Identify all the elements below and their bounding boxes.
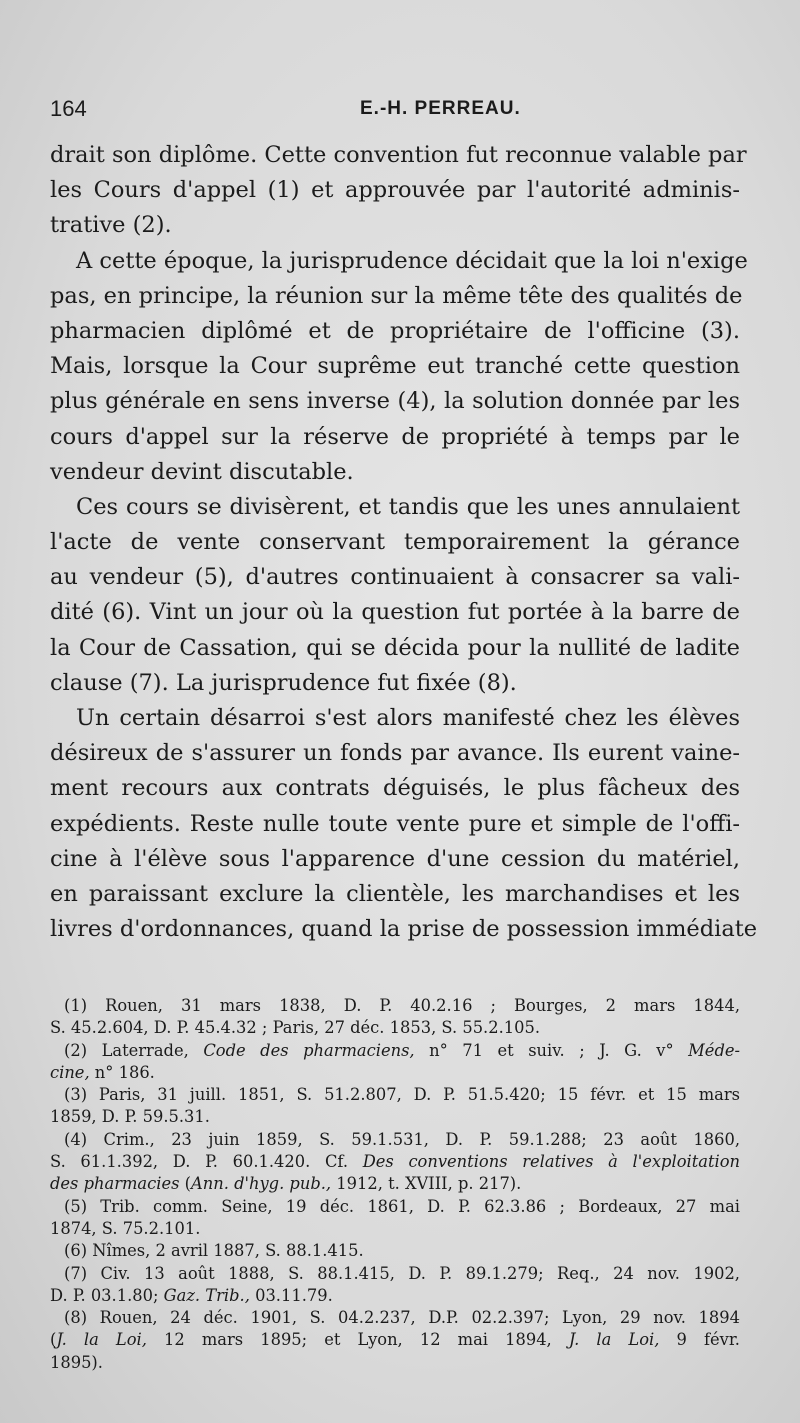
page-header	[50, 96, 750, 126]
text-line: pharmacien diplômé et de propriétaire de l'officine (3).	[50, 317, 740, 344]
text-line: au vendeur (5), d'autres continuaient à consacrer sa vali-	[50, 564, 740, 591]
text-line: les Cours d'appel (1) et approuvée par l'autorité adminis-	[50, 177, 740, 204]
footnote-line: (2) Laterrade, Code des pharmaciens, n° 71 et suiv. ; J. G. v° Méde-	[64, 1040, 741, 1060]
footnotes	[50, 995, 740, 1374]
text-line: cine à l'élève sous l'apparence d'une cession du matériel,	[50, 845, 740, 872]
footnote-line: S. 45.2.604, D. P. 45.4.32 ; Paris, 27 déc. 1853, S. 55.2.105.	[50, 1018, 541, 1038]
footnote-line: (J. la Loi, 12 mars 1895; et Lyon, 12 mai 1894, J. la Loi, 9 févr.	[50, 1330, 740, 1350]
text-line: ment recours aux contrats déguisés, le plus fâcheux des	[50, 775, 740, 802]
text-line: dité (6). Vint un jour où la question fut portée à la barre de	[50, 599, 740, 626]
footnote-line: (8) Rouen, 24 déc. 1901, S. 04.2.237, D.P. 02.2.397; Lyon, 29 nov. 1894	[64, 1308, 740, 1328]
text-line: livres d'ordonnances, quand la prise de possession immédiate	[50, 916, 758, 943]
text-line: drait son diplôme. Cette convention fut reconnue valable par	[50, 142, 747, 168]
footnote-line: (6) Nîmes, 2 avril 1887, S. 88.1.415.	[64, 1241, 364, 1261]
text-line: Ces cours se divisèrent, et tandis que les unes annulaient	[76, 493, 740, 520]
text-line: désireux de s'assurer un fonds par avance. Ils eurent vaine-	[50, 740, 740, 767]
footnote-line: (7) Civ. 13 août 1888, S. 88.1.415, D. P. 89.1.279; Req., 24 nov. 1902,	[64, 1263, 740, 1283]
footnote-line: D. P. 03.1.80; Gaz. Trib., 03.11.79.	[50, 1285, 333, 1305]
main-text	[50, 138, 758, 947]
footnote-line: (4) Crim., 23 juin 1859, S. 59.1.531, D. P. 59.1.288; 23 août 1860,	[64, 1129, 740, 1149]
text-line: trative (2).	[50, 212, 172, 239]
page-number: 164	[50, 96, 87, 121]
text-line: A cette époque, la jurisprudence décidait que la loi n'exige	[76, 247, 748, 274]
footnote-line: des pharmacies (Ann. d'hyg. pub., 1912, t. XVIII, p. 217).	[50, 1174, 522, 1194]
text-line: expédients. Reste nulle toute vente pure et simple de l'offi-	[50, 810, 740, 837]
text-line: la Cour de Cassation, qui se décida pour la nullité de ladite	[50, 634, 740, 661]
text-line: cours d'appel sur la réserve de propriété à temps par le	[50, 423, 740, 450]
text-line: pas, en principe, la réunion sur la même tête des qualités de	[50, 282, 743, 309]
text-line: en paraissant exclure la clientèle, les marchandises et les	[50, 880, 740, 907]
footnote-line: 1859, D. P. 59.5.31.	[50, 1107, 210, 1127]
text-line: plus générale en sens inverse (4), la solution donnée par les	[50, 388, 740, 415]
footnote-line: 1874, S. 75.2.101.	[50, 1218, 201, 1238]
text-line: Mais, lorsque la Cour suprême eut tranché cette question	[50, 353, 740, 380]
footnote-line: 1895).	[50, 1352, 103, 1372]
footnote-line: (5) Trib. comm. Seine, 19 déc. 1861, D. P. 62.3.86 ; Bordeaux, 27 mai	[64, 1196, 740, 1216]
text-line: Un certain désarroi s'est alors manifesté chez les élèves	[76, 705, 740, 731]
footnote-line: cine, n° 186.	[50, 1062, 155, 1082]
text-line: l'acte de vente conservant temporairement la gérance	[50, 529, 740, 556]
text-line: clause (7). La jurisprudence fut fixée (8).	[50, 669, 517, 696]
footnote-line: (3) Paris, 31 juill. 1851, S. 51.2.807, D. P. 51.5.420; 15 févr. et 15 mars	[64, 1085, 740, 1105]
footnote-line: S. 61.1.392, D. P. 60.1.420. Cf. Des conventions relatives à l'exploitation	[50, 1152, 740, 1172]
running-head: E.-H. PERREAU.	[360, 98, 521, 119]
footnote-line: (1) Rouen, 31 mars 1838, D. P. 40.2.16 ; Bourges, 2 mars 1844,	[64, 996, 740, 1015]
text-line: vendeur devint discutable.	[50, 458, 354, 485]
